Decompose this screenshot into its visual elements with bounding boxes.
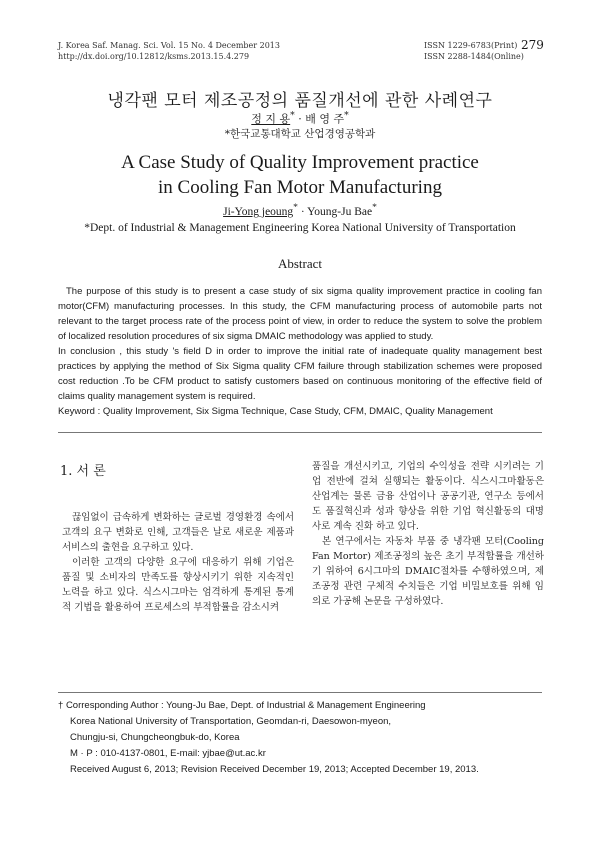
- page-number: 279: [521, 38, 544, 52]
- author-name: 배 영 주: [305, 112, 345, 126]
- footnote-line: Korea National University of Transportation, Geomdan-ri, Daesowon-myeon,: [70, 716, 392, 727]
- abstract-body: [58, 284, 542, 419]
- author-separator: ·: [297, 205, 308, 218]
- section-heading: 1. 서 론: [60, 464, 106, 479]
- abstract-paragraph: The purpose of this study is to present a case study of six sigma quality improvement practice in cooling fan motor(CFM) manufacturing processes. In this study, the CFM manufacturing process of automobile parts not relevant to the target process rate of the process point of view, in order to reduce the system to solve the problem of localized resolution procedures of six sigma DMAIC methodology was applied to study.: [58, 286, 542, 342]
- paper-title-english-line1: A Case Study of Quality Improvement practice: [121, 152, 479, 173]
- keyword-label: Keyword :: [58, 406, 101, 417]
- paper-title-english-line2: in Cooling Fan Motor Manufacturing: [158, 177, 442, 198]
- keywords: [58, 404, 542, 419]
- authors-korean: [0, 110, 600, 127]
- author-name: Young-Ju Bae: [307, 205, 373, 218]
- author-mark: *: [293, 202, 298, 213]
- affiliation-korean: *한국교통대학교 산업경영공학과: [224, 128, 376, 140]
- author-separator: ·: [294, 112, 306, 126]
- affiliation-english: *Dept. of Industrial & Management Engineering Korea National University of Transportation: [84, 222, 516, 234]
- author-name: 정 지 용: [251, 112, 291, 126]
- issn-print: ISSN 1229-6783(Print): [424, 41, 518, 50]
- body-paragraph: 이러한 고객의 다양한 요구에 대응하기 위해 기업은 품질 및 소비자의 만족도를 향상시키기 위한 지속적인 노력을 하고 있다. 식스시그마는 엄격하게 통계된 통계적 기법을 활용하여 프로세스의 부적합률을 감소시켜: [62, 557, 294, 613]
- doi-link[interactable]: http://dx.doi.org/10.12812/ksms.2013.15.4.279: [58, 52, 250, 61]
- body-paragraph: 품질을 개선시키고, 기업의 수익성을 전략 시키려는 기업 전반에 걸쳐 실행되는 활동이다. 식스시그마활동은 산업계는 물론 금융 산업이나 공공기관, 연구소 등에서도 품질혁신과 성과 향상을 위한 기업 혁신활동의 대명사로 계속 진화 하고 있다.: [312, 461, 544, 532]
- authors-english: [0, 202, 600, 218]
- abstract-paragraph: In conclusion , this study 's field D in order to improve the initial rate of inadequate quality management best practices by applying the method of Six Sigma quality CFM failure through stabilization schemes were proposed cost reduction .To be CFM product to satisfy customers based on continuous monitoring of the effective field of claims quality management system is required.: [58, 346, 542, 402]
- journal-citation: J. Korea Saf. Manag. Sci. Vol. 15 No. 4 December 2013: [58, 41, 280, 50]
- keyword-list: Quality Improvement, Six Sigma Technique, Case Study, CFM, DMAIC, Quality Management: [102, 406, 493, 417]
- footnote-line: Received August 6, 2013; Revision Received December 19, 2013; Accepted December 19, 2013.: [70, 764, 479, 775]
- author-mark: *: [372, 202, 377, 213]
- footnote-divider: [58, 692, 542, 693]
- footnote-line: Chungju-si, Chungcheongbuk-do, Korea: [70, 732, 240, 743]
- abstract-divider: [58, 432, 542, 433]
- corresponding-author-footnote: [58, 698, 544, 778]
- footnote-line: M · P : 010-4137-0801, E-mail: yjbae@ut.ac.kr: [70, 748, 266, 759]
- dagger-marker: †: [58, 700, 64, 711]
- footnote-line: † Corresponding Author : Young-Ju Bae, Dept. of Industrial & Management Engineering: [58, 700, 426, 711]
- author-mark: *: [290, 110, 295, 121]
- body-paragraph: 본 연구에서는 자동차 부품 중 냉각팬 모터(Cooling Fan Mortor) 제조공정의 높은 초기 부적합률을 개선하기 위하여 6시그마의 DMAIC절차를 수행하였으며, 제조공정 관련 구체적 수치들은 기업 비밀보호를 위해 임의로 가공해 논문을 구성하였다.: [312, 536, 544, 607]
- abstract-heading: Abstract: [277, 256, 323, 271]
- body-column-right: [312, 459, 544, 609]
- body-column-left: [62, 510, 294, 615]
- body-paragraph: 끊임없이 급속하게 변화하는 글로벌 경영환경 속에서 고객의 요구 변화로 인해, 고객들은 날로 새로운 제품과 서비스의 출현을 요구하고 있다.: [62, 512, 294, 553]
- author-mark: *: [344, 110, 349, 121]
- author-name: Ji-Yong jeoung: [223, 205, 294, 218]
- paper-title-korean: 냉각팬 모터 제조공정의 품질개선에 관한 사례연구: [107, 91, 493, 111]
- issn-online: ISSN 2288-1484(Online): [424, 52, 524, 61]
